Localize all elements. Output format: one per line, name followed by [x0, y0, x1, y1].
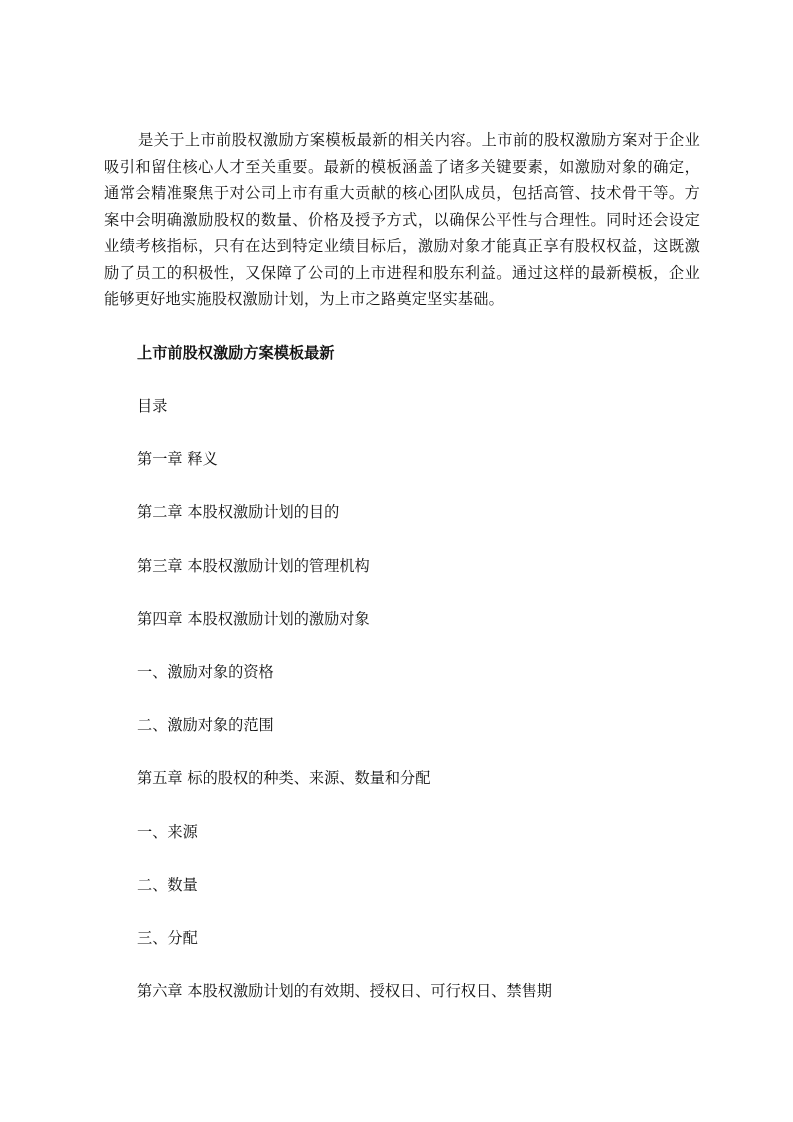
- toc-chapter-1: 第一章 释义: [137, 450, 218, 469]
- toc-section-5-3: 三、分配: [137, 928, 198, 947]
- document-title: 上市前股权激励方案模板最新: [137, 344, 335, 362]
- toc-section-4-2: 二、激励对象的范围: [137, 716, 274, 735]
- toc-chapter-5: 第五章 标的股权的种类、来源、数量和分配: [137, 769, 431, 788]
- toc-section-5-2: 二、数量: [137, 875, 198, 894]
- table-of-contents: [137, 393, 552, 1031]
- intro-paragraph: 是关于上市前股权激励方案模板最新的相关内容。上市前的股权激励方案对于企业吸引和留住核心人才至关重要。最新的模板涵盖了诸多关键要素，如激励对象的确定，通常会精准聚焦于对公司上市有重大贡献的核心团队成员，包括高管、技术骨干等。方案中会明确激励股权的数量、价格及授予方式，以确保公平性与合理性。同时还会设定业绩考核指标，只有在达到特定业绩目标后，激励对象才能真正享有股权权益，这既激励了员工的积极性，又保障了公司的上市进程和股东利益。通过这样的最新模板，企业能够更好地实施股权激励计划，为上市之路奠定坚实基础。: [104, 131, 700, 308]
- toc-chapter-2: 第二章 本股权激励计划的目的: [137, 503, 340, 522]
- toc-chapter-3: 第三章 本股权激励计划的管理机构: [137, 556, 370, 575]
- toc-section-5-1: 一、来源: [137, 822, 198, 841]
- toc-chapter-4: 第四章 本股权激励计划的激励对象: [137, 609, 370, 628]
- toc-section-4-1: 一、激励对象的资格: [137, 662, 274, 681]
- toc-heading: 目录: [137, 397, 168, 415]
- toc-chapter-6: 第六章 本股权激励计划的有效期、授权日、可行权日、禁售期: [137, 982, 552, 1001]
